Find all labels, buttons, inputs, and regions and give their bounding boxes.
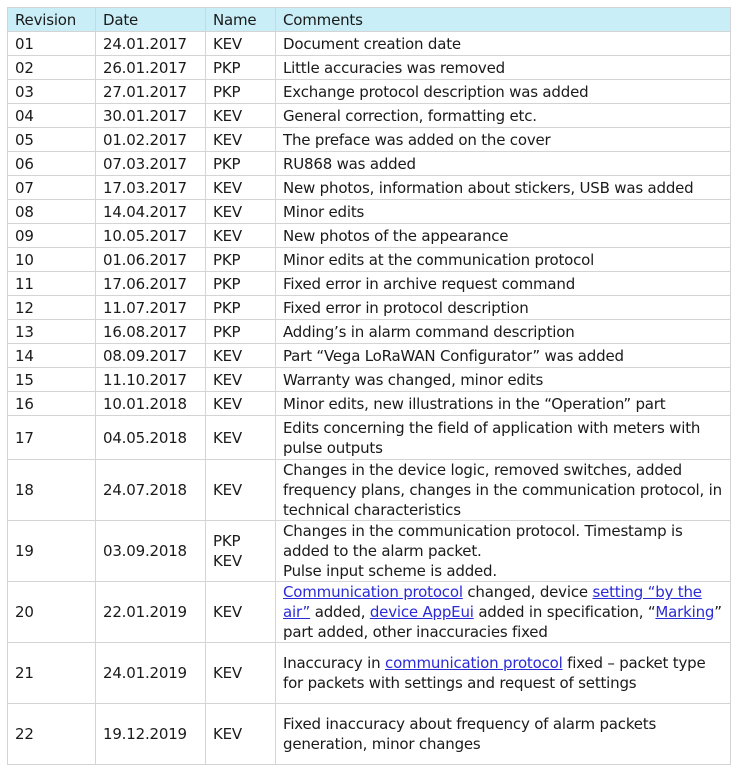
table-row (8, 248, 731, 272)
revision-cell: 08 (8, 200, 96, 224)
comment-cell (276, 521, 731, 582)
revision-cell: 22 (8, 704, 96, 765)
name-cell: KEV (206, 368, 276, 392)
comment-cell: Exchange protocol description was added (276, 80, 731, 104)
header-date: Date (96, 8, 206, 32)
comment-cell: Minor edits, new illustrations in the “Operation” part (276, 392, 731, 416)
comment-text: Inaccuracy in (283, 654, 386, 672)
name-cell (206, 521, 276, 582)
name-cell: KEV (206, 200, 276, 224)
table-row (8, 643, 731, 704)
revision-cell: 09 (8, 224, 96, 248)
table-row (8, 460, 731, 521)
table-row (8, 392, 731, 416)
name-cell: KEV (206, 32, 276, 56)
comment-cell: New photos of the appearance (276, 224, 731, 248)
comment-cell: Adding’s in alarm command description (276, 320, 731, 344)
revision-cell: 06 (8, 152, 96, 176)
comment-cell: Edits concerning the field of application with meters with pulse outputs (276, 416, 731, 460)
name-cell: PKP (206, 80, 276, 104)
name-cell: KEV (206, 582, 276, 643)
date-cell: 11.10.2017 (96, 368, 206, 392)
table-row (8, 320, 731, 344)
name-line: PKP (213, 532, 241, 550)
table-row (8, 368, 731, 392)
revision-cell: 03 (8, 80, 96, 104)
revision-cell: 16 (8, 392, 96, 416)
name-cell: KEV (206, 104, 276, 128)
comment-cell: Changes in the device logic, removed switches, added frequency plans, changes in the communication protocol, in technical characteristics (276, 460, 731, 521)
revision-cell: 15 (8, 368, 96, 392)
table-row (8, 704, 731, 765)
date-cell: 10.05.2017 (96, 224, 206, 248)
comment-text: ” part added, other inaccuracies fixed (283, 603, 722, 641)
device-appeui-link[interactable]: device AppEui (369, 603, 474, 621)
table-row (8, 296, 731, 320)
comment-cell: Fixed error in protocol description (276, 296, 731, 320)
date-cell: 26.01.2017 (96, 56, 206, 80)
date-cell: 24.01.2017 (96, 32, 206, 56)
name-cell: KEV (206, 224, 276, 248)
name-cell: KEV (206, 392, 276, 416)
revision-cell: 04 (8, 104, 96, 128)
comment-cell (276, 582, 731, 643)
comment-cell (276, 643, 731, 704)
date-cell: 22.01.2019 (96, 582, 206, 643)
revision-cell: 07 (8, 176, 96, 200)
table-row (8, 104, 731, 128)
revision-cell: 13 (8, 320, 96, 344)
revision-cell: 05 (8, 128, 96, 152)
revision-cell: 11 (8, 272, 96, 296)
revision-cell: 02 (8, 56, 96, 80)
date-cell: 17.03.2017 (96, 176, 206, 200)
revision-cell: 17 (8, 416, 96, 460)
date-cell: 24.07.2018 (96, 460, 206, 521)
comment-cell: RU868 was added (276, 152, 731, 176)
date-cell: 01.06.2017 (96, 248, 206, 272)
date-cell: 08.09.2017 (96, 344, 206, 368)
table-row (8, 56, 731, 80)
name-cell: PKP (206, 248, 276, 272)
table-row (8, 344, 731, 368)
date-cell: 10.01.2018 (96, 392, 206, 416)
name-cell: KEV (206, 416, 276, 460)
revision-cell: 20 (8, 582, 96, 643)
name-cell: PKP (206, 320, 276, 344)
comment-text: changed, device (462, 583, 593, 601)
revision-cell: 14 (8, 344, 96, 368)
comment-cell: Minor edits at the communication protocol (276, 248, 731, 272)
name-cell: KEV (206, 643, 276, 704)
table-header-row (8, 8, 731, 32)
comment-cell: Document creation date (276, 32, 731, 56)
comment-cell: Fixed inaccuracy about frequency of alarm packets generation, minor changes (276, 704, 731, 765)
revision-cell: 01 (8, 32, 96, 56)
table-row (8, 80, 731, 104)
table-row (8, 416, 731, 460)
comment-cell: Part “Vega LoRaWAN Configurator” was added (276, 344, 731, 368)
setting-by-the-air-link[interactable]: setting “by the air” (283, 583, 702, 621)
name-line: KEV (213, 552, 242, 570)
date-cell: 14.04.2017 (96, 200, 206, 224)
comment-line: Pulse input scheme is added. (283, 562, 497, 580)
comment-cell: New photos, information about stickers, USB was added (276, 176, 731, 200)
date-cell: 24.01.2019 (96, 643, 206, 704)
revision-cell: 12 (8, 296, 96, 320)
date-cell: 01.02.2017 (96, 128, 206, 152)
date-cell: 03.09.2018 (96, 521, 206, 582)
comment-cell: Warranty was changed, minor edits (276, 368, 731, 392)
table-row (8, 152, 731, 176)
table-row (8, 32, 731, 56)
comment-cell: Minor edits (276, 200, 731, 224)
marking-link[interactable]: Marking (655, 603, 715, 621)
name-cell: PKP (206, 56, 276, 80)
name-cell: KEV (206, 176, 276, 200)
comment-text: added in specification, “ (473, 603, 656, 621)
comment-cell: Fixed error in archive request command (276, 272, 731, 296)
date-cell: 07.03.2017 (96, 152, 206, 176)
table-row (8, 272, 731, 296)
header-revision: Revision (8, 8, 96, 32)
comment-cell: The preface was added on the cover (276, 128, 731, 152)
date-cell: 04.05.2018 (96, 416, 206, 460)
comment-cell: General correction, formatting etc. (276, 104, 731, 128)
table-row (8, 176, 731, 200)
table-row (8, 224, 731, 248)
date-cell: 11.07.2017 (96, 296, 206, 320)
name-cell: PKP (206, 272, 276, 296)
comment-line: Changes in the communication protocol. Timestamp is added to the alarm packet. (283, 522, 683, 560)
table-row (8, 128, 731, 152)
communication-protocol-link[interactable]: communication protocol (385, 654, 563, 672)
comment-text: fixed – packet type for packets with settings and request of settings (283, 654, 706, 692)
table-row (8, 521, 731, 582)
revision-cell: 21 (8, 643, 96, 704)
name-cell: KEV (206, 128, 276, 152)
communication-protocol-link[interactable]: Communication protocol (283, 583, 463, 601)
date-cell: 19.12.2019 (96, 704, 206, 765)
name-cell: KEV (206, 704, 276, 765)
date-cell: 27.01.2017 (96, 80, 206, 104)
name-cell: PKP (206, 296, 276, 320)
date-cell: 17.06.2017 (96, 272, 206, 296)
revision-cell: 18 (8, 460, 96, 521)
revision-cell: 10 (8, 248, 96, 272)
name-cell: PKP (206, 152, 276, 176)
comment-text: added, (310, 603, 370, 621)
header-name: Name (206, 8, 276, 32)
table-row (8, 582, 731, 643)
table-row (8, 200, 731, 224)
revision-cell: 19 (8, 521, 96, 582)
name-cell: KEV (206, 460, 276, 521)
comment-cell: Little accuracies was removed (276, 56, 731, 80)
date-cell: 16.08.2017 (96, 320, 206, 344)
revision-history-table (7, 7, 731, 765)
header-comments: Comments (276, 8, 731, 32)
date-cell: 30.01.2017 (96, 104, 206, 128)
name-cell: KEV (206, 344, 276, 368)
